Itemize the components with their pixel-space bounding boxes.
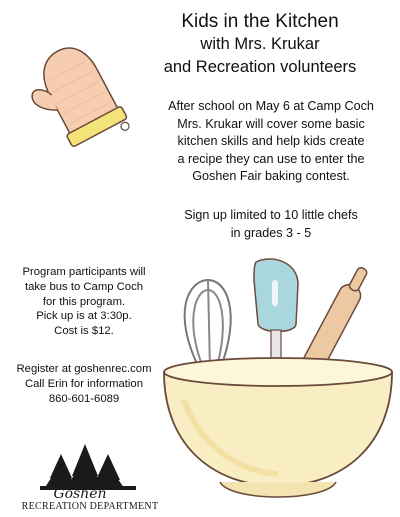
oven-mitt-icon [10, 30, 138, 148]
contact-line: Call Erin for information [24, 377, 144, 390]
program-line: for this program. [42, 295, 126, 308]
signup-paragraph [150, 207, 392, 242]
goshen-logo [10, 440, 170, 512]
program-line: Cost is $12. [54, 325, 114, 338]
program-details [4, 265, 164, 339]
logo-department-text: RECREATION DEPARTMENT [21, 501, 159, 512]
mixing-bowl-illustration [160, 250, 396, 512]
pine-trees-icon [40, 444, 136, 490]
signup-line: in grades 3 - 5 [230, 225, 312, 240]
whisk-icon [185, 280, 231, 370]
program-line: Program participants will [22, 266, 146, 278]
intro-line: a recipe they can use to enter the [177, 151, 365, 166]
contact-line: Register at goshenrec.com [16, 363, 152, 375]
title-block [120, 10, 400, 79]
mixing-bowl-icon [164, 358, 392, 497]
signup-line: Sign up limited to 10 little chefs [184, 208, 358, 222]
intro-line: After school on May 6 at Camp Coch [168, 99, 374, 113]
intro-line: kitchen skills and help kids create [177, 134, 365, 148]
title-line-2: with Mrs. Krukar [200, 35, 320, 53]
intro-line: Mrs. Krukar will cover some basic [177, 116, 365, 131]
contact-line: 860-601-6089 [48, 392, 120, 405]
program-line: Pick up is at 3:30p. [36, 310, 132, 323]
intro-paragraph [150, 98, 392, 186]
intro-line: Goshen Fair baking contest. [192, 169, 350, 183]
title-line-1: Kids in the Kitchen [181, 11, 339, 32]
title-line-3: and Recreation volunteers [163, 58, 357, 76]
contact-details [4, 362, 164, 406]
logo-script-text: Goshen [53, 486, 107, 502]
program-line: take bus to Camp Coch [24, 280, 144, 293]
